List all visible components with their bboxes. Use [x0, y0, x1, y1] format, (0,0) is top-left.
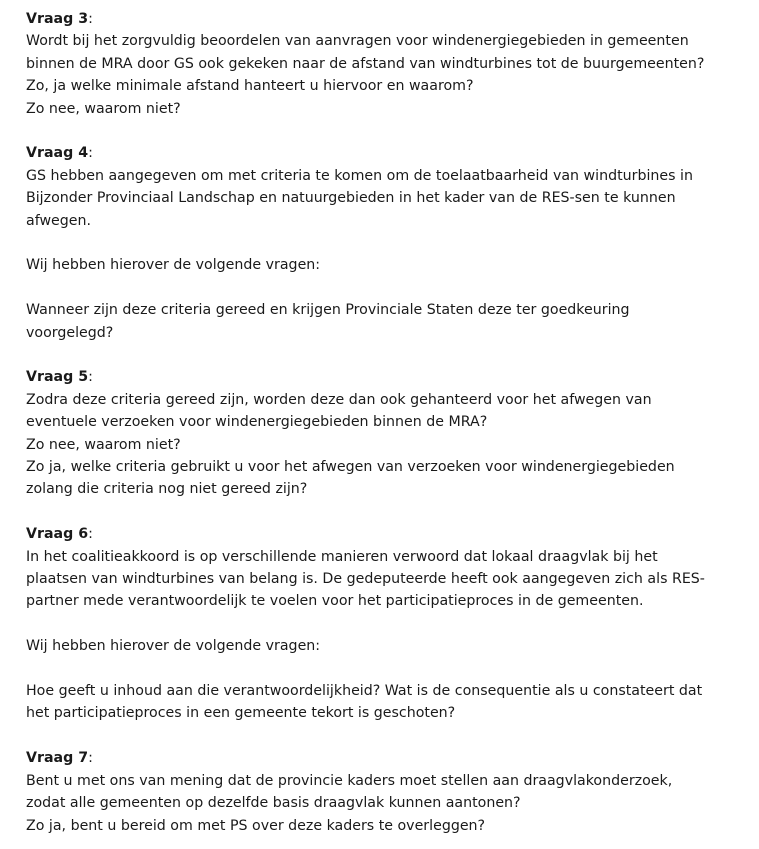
text-line: Zodra deze criteria gereed zijn, worden deze dan ook gehanteerd voor het afwegen van: [26, 391, 652, 408]
text-line: In het coalitieakkoord is op verschillende manieren verwoord dat lokaal draagvlak bij het: [26, 548, 658, 565]
spacer: [26, 658, 751, 680]
question-heading: Vraag 4: [26, 145, 89, 162]
text-line: Zo nee, waarom niet?: [26, 436, 181, 453]
spacer: [26, 725, 751, 747]
question-section: Vraag 7: Bent u met ons van mening dat de provincie kaders moet stellen aan draagvlakonderzoek, zodat alle gemeenten op dezelfde basis draagvlak kunnen aantonen? Zo ja, bent u bereid om met PS over deze kaders te overleggen?: [26, 747, 751, 837]
document-body: [26, 8, 751, 837]
text-line: zolang die criteria nog niet gereed zijn?: [26, 481, 308, 498]
question-section: Vraag 4: GS hebben aangegeven om met criteria te komen om de toelaatbaarheid van windturbines in Bijzonder Provinciaal Landschap en natuurgebieden in het kader van de RES-sen te kunnen afwegen. Wij hebben hierover de volgende vragen: Wanneer zijn deze criteria gereed en krijgen Provinciale Staten deze ter goedkeuring voorgelegd?: [26, 142, 751, 344]
intro-line: Wij hebben hierover de volgende vragen:: [26, 638, 321, 655]
spacer: [26, 232, 751, 254]
text-line: Bent u met ons van mening dat de provincie kaders moet stellen aan draagvlakonderzoek,: [26, 772, 673, 789]
text-line: afwegen.: [26, 212, 92, 229]
question-section: Vraag 5: Zodra deze criteria gereed zijn, worden deze dan ook gehanteerd voor het afwegen van eventuele verzoeken voor windenergiegebieden binnen de MRA? Zo nee, waarom niet? Zo ja, welke criteria gebruikt u voor het afwegen van verzoeken voor windenergiegebieden zolang die criteria nog niet gereed zijn?: [26, 366, 751, 500]
text-line: GS hebben aangegeven om met criteria te komen om de toelaatbaarheid van windturbines in: [26, 167, 693, 184]
text-line: zodat alle gemeenten op dezelfde basis draagvlak kunnen aantonen?: [26, 795, 521, 812]
text-line: eventuele verzoeken voor windenergiegebieden binnen de MRA?: [26, 414, 488, 431]
text-line: voorgelegd?: [26, 324, 114, 341]
spacer: [26, 344, 751, 366]
spacer: [26, 501, 751, 523]
text-line: Wordt bij het zorgvuldig beoordelen van aanvragen voor windenergiegebieden in gemeenten: [26, 33, 689, 50]
question-heading: Vraag 7: [26, 750, 89, 767]
text-line: Wanneer zijn deze criteria gereed en krijgen Provinciale Staten deze ter goedkeuring: [26, 302, 630, 319]
text-line: Bijzonder Provinciaal Landschap en natuurgebieden in het kader van de RES-sen te kunnen: [26, 190, 676, 207]
intro-line: Wij hebben hierover de volgende vragen:: [26, 257, 321, 274]
text-line: Zo ja, welke criteria gebruikt u voor het afwegen van verzoeken voor windenergiegebieden: [26, 459, 675, 476]
text-line: Hoe geeft u inhoud aan die verantwoordelijkheid? Wat is de consequentie als u constateert dat: [26, 683, 703, 700]
text-line: Zo ja, bent u bereid om met PS over deze kaders te overleggen?: [26, 817, 486, 834]
spacer: [26, 277, 751, 299]
spacer: [26, 120, 751, 142]
text-line: Zo, ja welke minimale afstand hanteert u hiervoor en waarom?: [26, 78, 474, 95]
question-heading: Vraag 3: [26, 11, 89, 27]
text-line: plaatsen van windturbines van belang is. De gedeputeerde heeft ook aangegeven zich als RES-: [26, 571, 705, 588]
question-heading: Vraag 6: [26, 526, 89, 543]
question-heading: Vraag 5: [26, 369, 89, 386]
question-section: Vraag 6: In het coalitieakkoord is op verschillende manieren verwoord dat lokaal draagvlak bij het plaatsen van windturbines van belang is. De gedeputeerde heeft ook aangegeven zich als RES- partner mede verantwoordelijk te voelen voor het participatieproces in de gemeenten. Wij hebben hierover de volgende vragen: Hoe geeft u inhoud aan die verantwoordelijkheid? Wat is de consequentie als u constateert dat het participatieproces in een gemeente tekort is geschoten?: [26, 523, 751, 725]
question-section: Vraag 3: Wordt bij het zorgvuldig beoordelen van aanvragen voor windenergiegebieden in gemeenten binnen de MRA door GS ook gekeken naar de afstand van windturbines tot de buurgemeenten? Zo, ja welke minimale afstand hanteert u hiervoor en waarom? Zo nee, waarom niet?: [26, 8, 751, 120]
text-line: Zo nee, waarom niet?: [26, 100, 181, 117]
text-line: partner mede verantwoordelijk te voelen voor het participatieproces in de gemeenten.: [26, 593, 644, 610]
text-line: binnen de MRA door GS ook gekeken naar de afstand van windturbines tot de buurgemeenten?: [26, 55, 705, 72]
spacer: [26, 613, 751, 635]
text-line: het participatieproces in een gemeente tekort is geschoten?: [26, 705, 456, 722]
